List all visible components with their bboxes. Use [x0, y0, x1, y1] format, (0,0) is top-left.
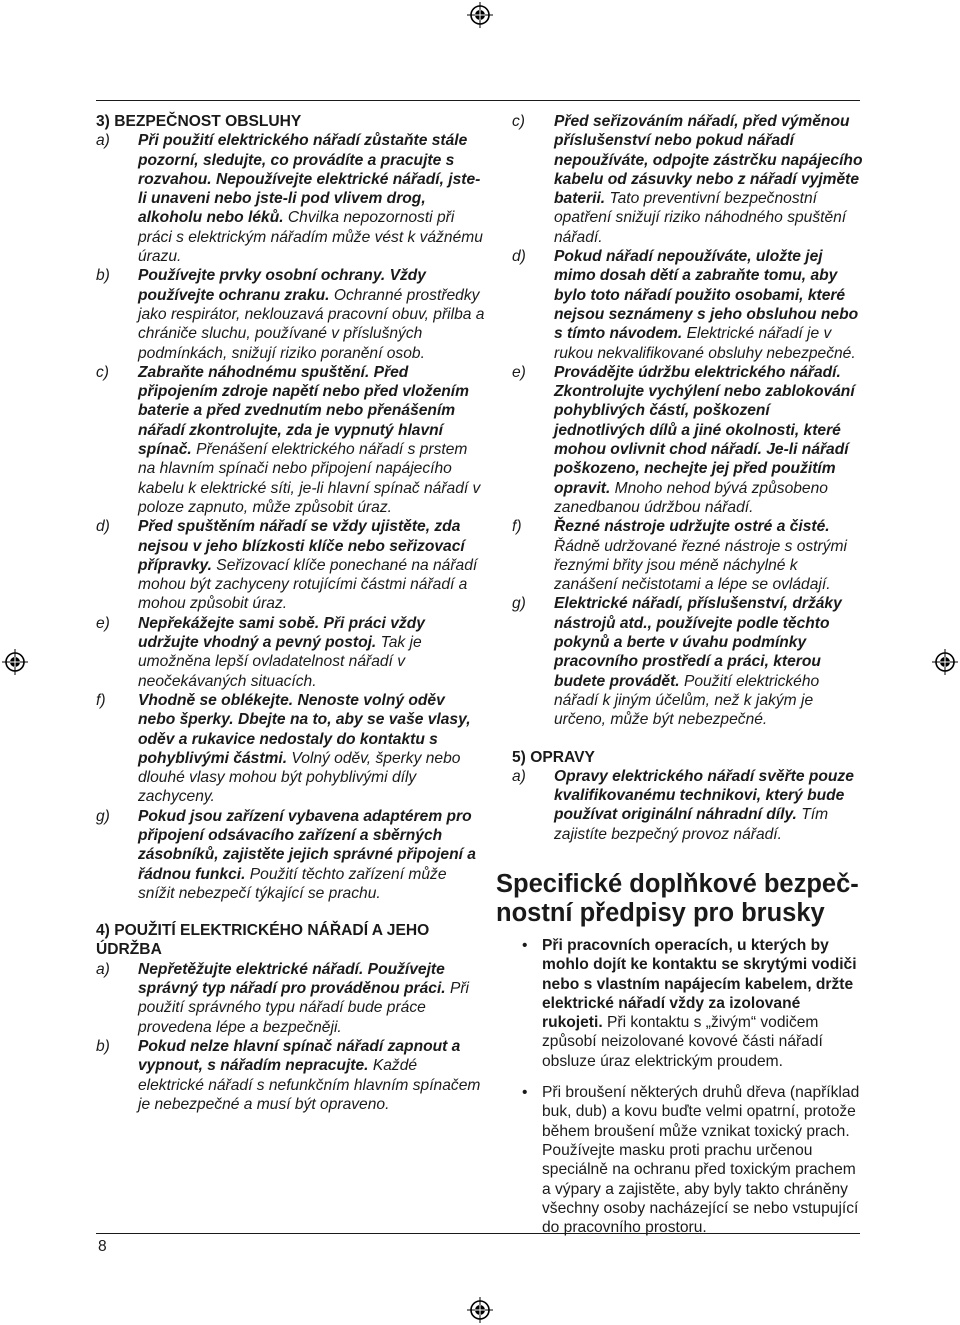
item-text: Tato preventivní bezpečnostní opatření snižují riziko náhodného spuštění nářadí. [554, 190, 847, 246]
bullet-item [512, 936, 864, 1071]
item-bold-text: Před seřizováním nářadí, před výměnou příslušenství nebo pokud nářadí nepoužíváte, odpojte zástrčku napájecího kabelu od zásuvky nebo z nářadí vyjměte baterii. [554, 113, 863, 208]
item-label: b) [96, 1037, 110, 1055]
item-text: Elektrické nářadí je v rukou nekvalifikované obsluhy nebezpečné. [554, 325, 856, 362]
item-label: a) [96, 132, 110, 150]
list-item [96, 614, 486, 691]
item-bold-text: Pokud nářadí nepoužíváte, uložte jej mimo dosah dětí a zabraňte tomu, aby bylo toto nářadí použito osobami, které nejsou seznámeny s jeho obsluhou nebo s tímto návodem. [554, 248, 859, 343]
bullet-icon: • [522, 936, 528, 954]
bullet-icon: • [522, 1084, 528, 1102]
item-label: d) [512, 248, 526, 266]
item-text: Volný oděv, šperky nebo dlouhé vlasy mohou být pohyblivými díly zachyceny. [138, 749, 461, 806]
item-bold-text: Při použití elektrického nářadí zůstaňte stále pozorní, sledujte, co provádíte a pracujte s rozvahou. Nepoužívejte elektrické nářadí, jste-li unaveni nebo jste-li pod vlivem drog, alkoholu nebo léků. [138, 132, 481, 227]
item-label: f) [96, 691, 106, 709]
section-title: 4) POUŽITÍ ELEKTRICKÉHO NÁŘADÍ A JEHO ÚDRŽBA [96, 922, 430, 959]
item-text: Při použití správného typu nářadí bude práce provedena lépe a bezpečněji. [138, 980, 470, 1036]
list-item [96, 1037, 486, 1114]
item-label: b) [96, 267, 110, 285]
item-text: Seřizovací klíče ponechané na nářadí mohou být zachyceny rotujícími částmi nářadí a mohou způsobit úraz. [138, 556, 478, 613]
left-column [96, 112, 486, 1114]
item-bold-text: Pokud nelze hlavní spínač nářadí zapnout a vypnout, s nářadím nepracujte. [138, 1037, 461, 1075]
section-title: 3) BEZPEČNOST OBSLUHY [96, 113, 302, 130]
list-item [512, 767, 864, 844]
list-item [96, 807, 486, 903]
list-item [512, 517, 864, 594]
list-item [512, 247, 864, 363]
bullet-text: Při kontaktu s „živým“ vodičem způsobí neizolované kovové části nářadí obsluze úraz elektrickým proudem. [542, 1014, 823, 1070]
item-bold-text: Řezné nástroje udržujte ostré a čisté. [554, 518, 830, 536]
item-text: Přenášení elektrického nářadí s prstem na hlavním spínači nebo připojení napájecího kabelu k elektrické síti, je-li hlavní spínač nářadí v poloze zapnuto, může způsobit úraz. [138, 441, 481, 516]
right-column [496, 112, 864, 1249]
item-label: g) [512, 595, 526, 613]
item-text: Řádně udržované řezné nástroje s ostrými řeznými břity jsou méně náchylné k zanášení nečistotami a lépe se ovládají. [554, 537, 847, 594]
item-text: Tak je umožněna lepší ovladatelnost nářadí v neočekávaných situacích. [138, 634, 422, 690]
item-text: Použití těchto zařízení může snížit nebezpečí týkající se prachu. [138, 865, 447, 902]
bullet-item [512, 1083, 864, 1237]
item-bold-text: Nepřekážejte sami sobě. Při práci vždy udržujte vhodný a pevný postoj. [138, 614, 425, 652]
registration-mark-icon [467, 1297, 493, 1323]
item-label: d) [96, 518, 110, 536]
section-heading: Specifické doplňkové bezpeč-nostní předpisy pro brusky [496, 869, 859, 927]
item-text: Tím zajistíte bezpečný provoz nářadí. [554, 806, 829, 843]
list-item [512, 594, 864, 729]
item-bold-text: Nepřetěžujte elektrické nářadí. Používejte správný typ nářadí pro prováděnou práci. [138, 960, 446, 998]
item-label: c) [96, 363, 109, 381]
list-item [512, 363, 864, 517]
item-text: Chvilka nepozornosti při práci s elektrickým nářadím může vést k vážnému úrazu. [138, 209, 483, 266]
item-text: Ochranné prostředky jako respirátor, neklouzavá pracovní obuv, přilba a chrániče sluchu, používané v příslušných podmínkách, snižují riziko poranění osob. [138, 286, 485, 362]
list-item [96, 131, 486, 266]
bullet-text: Při broušení některých druhů dřeva (například buk, dub) a kovu buďte velmi opatrní, protože během broušení může vznikat toxický prach. Používejte masku proti prachu určenou speciálně na ochranu před toxickým prachem a výpary a zajistěte, aby byly takto chráněny všechny osoby nacházející se nebo vstupující do pracovního prostoru. [542, 1084, 860, 1237]
item-label: e) [96, 614, 110, 632]
registration-mark-icon [467, 2, 493, 28]
item-text: Každé elektrické nářadí s nefunkčním hlavním spínačem je nebezpečné a musí být opraveno. [138, 1057, 481, 1113]
item-label: f) [512, 518, 522, 536]
list-item [96, 363, 486, 517]
item-text: Použití elektrického nářadí k jiným účelům, než k jakým je určeno, může být nebezpečné. [554, 672, 820, 729]
list-item [96, 691, 486, 807]
item-bold-text: Pokud jsou zařízení vybavena adaptérem pro připojení odsávacího zařízení a sběrných zásobníků, zajistěte jejich správné připojení a řádnou funkci. [138, 807, 476, 883]
list-item [96, 266, 486, 362]
registration-mark-icon [2, 649, 28, 675]
item-bold-text: Používejte prvky osobní ochrany. Vždy používejte ochranu zraku. [138, 267, 426, 304]
item-bold-text: Před spuštěním nářadí se vždy ujistěte, zda nejsou v jeho blízkosti klíče nebo seřizovací přípravky. [138, 518, 465, 574]
item-label: g) [96, 807, 110, 825]
item-bold-text: Opravy elektrického nářadí svěřte pouze kvalifikovanému technikovi, který bude používat originální náhradní díly. [554, 767, 854, 824]
item-bold-text: Vhodně se oblékejte. Nenoste volný oděv nebo šperky. Dbejte na to, aby se vaše vlasy, oděv a rukavice nedostaly do kontaktu s pohyblivými částmi. [138, 691, 471, 767]
item-label: e) [512, 363, 526, 381]
item-bold-text: Elektrické nářadí, příslušenství, držáky nástrojů atd., používejte podle těchto pokynů a berte v úvahu podmínky pracovního prostředí a práci, kterou budete provádět. [554, 595, 842, 690]
registration-mark-icon [932, 649, 958, 675]
page-number: 8 [98, 1238, 107, 1255]
item-label: c) [512, 113, 525, 130]
item-bold-text: Zabraňte náhodnému spuštění. Před připojením zdroje napětí nebo před vložením baterie a před zvednutím nebo přenášením nářadí zkontrolujte, zda je vypnutý hlavní spínač. [138, 363, 469, 459]
item-bold-text: Provádějte údržbu elektrického nářadí. Zkontrolujte vychýlení nebo zablokování pohyblivých částí, poškození jednotlivých dílů a jiné okolnosti, které mohou ovlivnit chod nářadí. Je-li nářadí poškozeno, nechejte jej před použitím opravit. [554, 363, 855, 497]
item-text: Mnoho nehod bývá způsobeno zanedbanou údržbou nářadí. [554, 479, 828, 516]
list-item [512, 112, 864, 247]
item-label: a) [512, 767, 526, 785]
list-item [96, 960, 486, 1037]
header-rule [96, 100, 860, 101]
list-item [96, 517, 486, 613]
bullet-bold-text: Při pracovních operacích, u kterých by mohlo dojít ke kontaktu se skrytými vodiči nebo s vlastním napájecím kabelem, držte elektrické nářadí vždy za izolované rukojeti. [542, 936, 857, 1032]
item-label: a) [96, 960, 110, 978]
section-title: 5) OPRAVY [512, 748, 595, 766]
